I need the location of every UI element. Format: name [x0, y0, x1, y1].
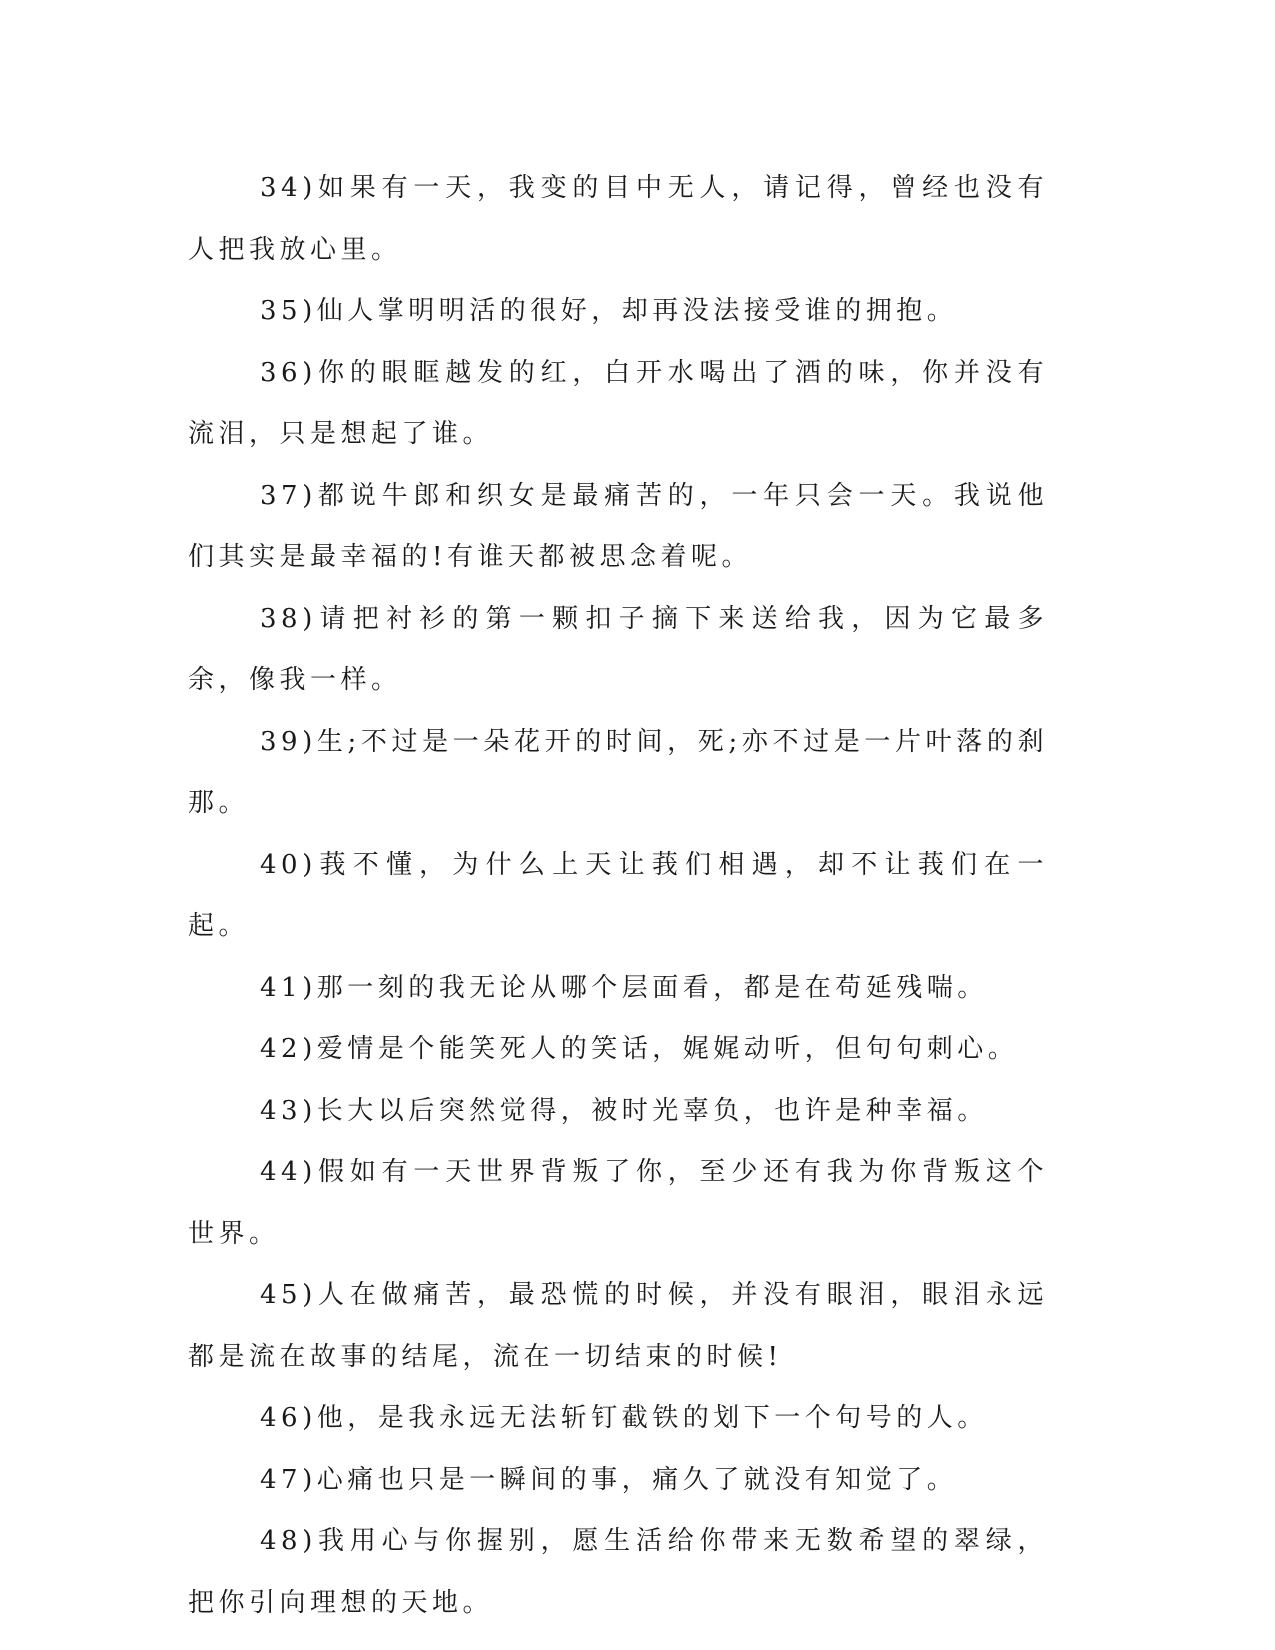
paragraph-46: 46)他，是我永远无法斩钉截铁的划下一个句号的人。	[260, 1403, 988, 1433]
document-body	[188, 158, 1048, 1634]
paragraph-45: 45)人在做痛苦，最恐慌的时候，并没有眼泪，眼泪永远都是流在故事的结尾，流在一切结束的时候!	[188, 1280, 1048, 1372]
paragraph-42: 42)爱情是个能笑死人的笑话，娓娓动听，但句句刺心。	[260, 1034, 1019, 1064]
paragraph-39: 39)生;不过是一朵花开的时间，死;亦不过是一片叶落的刹那。	[188, 726, 1048, 818]
paragraph-37: 37)都说牛郎和织女是最痛苦的，一年只会一天。我说他们其实是最幸福的!有谁天都被思念着呢。	[188, 480, 1048, 572]
paragraph-36: 36)你的眼眶越发的红，白开水喝出了酒的味，你并没有流泪，只是想起了谁。	[188, 357, 1048, 449]
paragraph-44: 44)假如有一天世界背叛了你，至少还有我为你背叛这个世界。	[188, 1157, 1048, 1249]
paragraph-38: 38)请把衬衫的第一颗扣子摘下来送给我，因为它最多余，像我一样。	[188, 603, 1048, 695]
paragraph-35: 35)仙人掌明明活的很好，却再没法接受谁的拥抱。	[260, 296, 958, 326]
paragraph-43: 43)长大以后突然觉得，被时光辜负，也许是种幸福。	[260, 1095, 988, 1126]
paragraph-34: 34)如果有一天，我变的目中无人，请记得，曾经也没有人把我放心里。	[188, 173, 1048, 265]
paragraph-47: 47)心痛也只是一瞬间的事，痛久了就没有知觉了。	[260, 1464, 958, 1495]
paragraph-40: 40)莪不懂，为什么上天让莪们相遇，却不让莪们在一起。	[188, 849, 1048, 941]
paragraph-41: 41)那一刻的我无论从哪个层面看，都是在苟延残喘。	[260, 972, 988, 1003]
paragraph-48: 48)我用心与你握别，愿生活给你带来无数希望的翠绿，把你引向理想的天地。	[188, 1526, 1048, 1618]
